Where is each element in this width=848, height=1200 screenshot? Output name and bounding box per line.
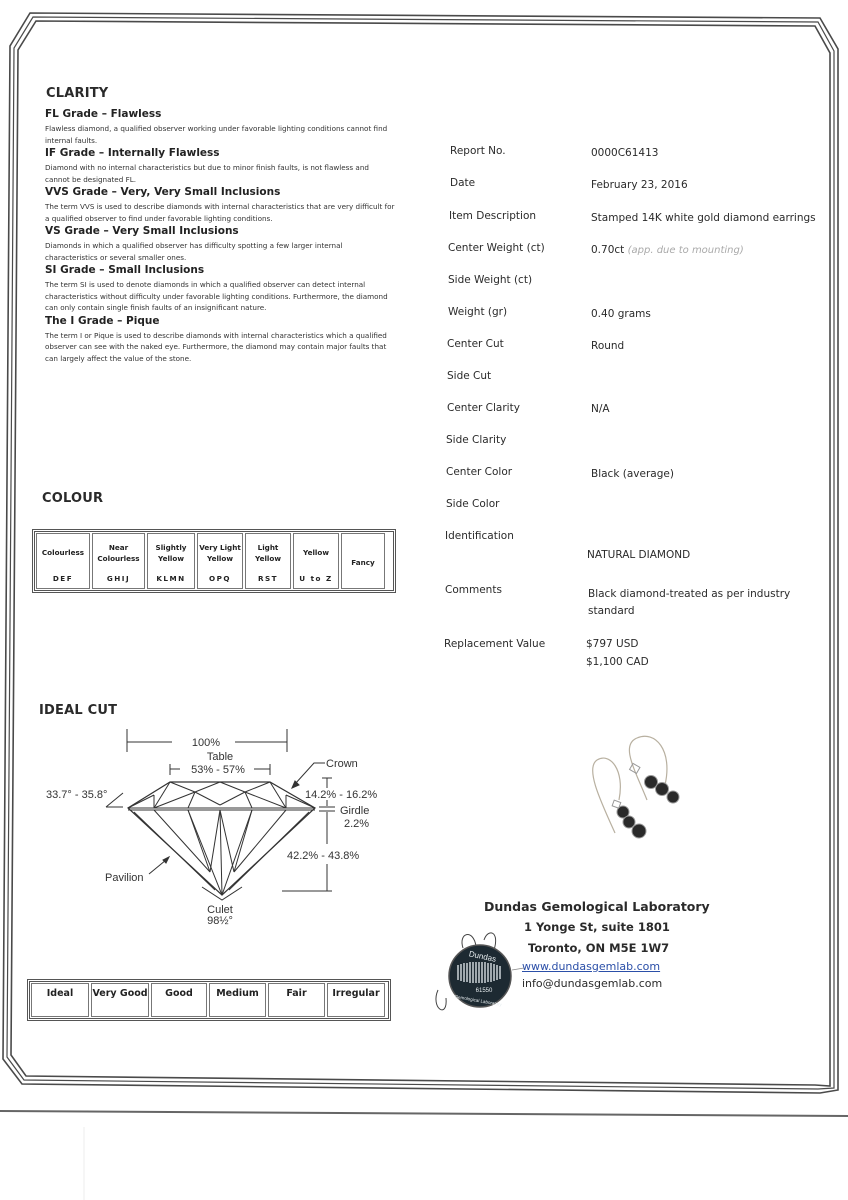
cut-grade-table <box>27 979 391 1021</box>
colour-name: Very Light Yellow <box>199 542 241 563</box>
lab-email: info@dundasgemlab.com <box>522 977 663 990</box>
colour-name: Light Yellow <box>255 542 281 563</box>
field-label-side-clarity: Side Clarity <box>446 434 507 446</box>
field-value-identification: NATURAL DIAMOND <box>587 549 691 561</box>
seal-number: 61550 <box>475 988 493 994</box>
field-value-replacement-cad: $1,100 CAD <box>586 656 649 668</box>
field-label-report-no: Report No. <box>450 145 506 157</box>
clarity-grade-vvs <box>45 186 395 224</box>
cut-grade-cell: Ideal <box>31 983 89 1017</box>
field-value-report-no: 0000C61413 <box>591 147 659 159</box>
colour-letters: U to Z <box>299 574 333 583</box>
colour-cell <box>341 533 385 589</box>
field-label-comments: Comments <box>445 584 502 596</box>
colour-letters: KLMN <box>156 574 186 583</box>
colour-cell <box>293 533 339 589</box>
grade-description: Diamonds in which a qualified observer has difficulty spotting a few larger internal characteristics or several smaller ones. <box>45 241 343 262</box>
cut-grade-cell: Medium <box>209 983 266 1017</box>
seal-bottom-text: Gemological Laboratory <box>454 993 503 1008</box>
field-label-side-color: Side Color <box>446 498 500 510</box>
grade-description: Flawless diamond, a qualified observer working under favorable lighting conditions cannot find internal faults. <box>45 124 388 145</box>
clarity-grade-vs <box>45 225 395 263</box>
cut-grade-cell: Irregular <box>327 983 385 1017</box>
grade-title: SI Grade – Small Inclusions <box>45 264 205 276</box>
colour-letters: GHIJ <box>106 574 131 583</box>
grade-title: FL Grade – Flawless <box>45 108 162 120</box>
grade-title: VS Grade – Very Small Inclusions <box>45 225 239 237</box>
colour-name: Yellow <box>303 548 329 557</box>
colour-name: Fancy <box>351 557 375 567</box>
field-value-replacement-usd: $797 USD <box>586 638 639 650</box>
earring-right <box>630 763 679 803</box>
field-value-date: February 23, 2016 <box>591 179 688 191</box>
crown-angle-label: 33.7° - 35.8° <box>46 789 108 801</box>
field-label-weight-gr: Weight (gr) <box>448 306 508 318</box>
colour-name: Colourless <box>41 548 85 557</box>
field-label-replacement-value: Replacement Value <box>444 638 546 650</box>
clarity-grade-fl <box>45 108 395 146</box>
grade-description: The term SI is used to denote diamonds in which a qualified observer can detect internal characteristics without difficulty under favorable lighting conditions. Furthermore, the diamond can only contain single finish faults of an insignificant nature. <box>45 280 388 312</box>
page-edge-line <box>0 1111 848 1116</box>
field-label-side-cut: Side Cut <box>447 370 492 382</box>
earrings-photo <box>565 730 715 845</box>
field-value-center-clarity: N/A <box>591 403 610 415</box>
table-label: Table <box>206 751 234 763</box>
pavilion-depth-label: 42.2% - 43.8% <box>287 850 360 862</box>
grade-description: The term VVS is used to describe diamonds with internal characteristics that are very difficult for a qualified observer to find under favorable lighting conditions. <box>45 202 395 223</box>
colour-scale-table <box>32 529 396 593</box>
colour-cell <box>147 533 195 589</box>
grade-title: The I Grade – Pique <box>45 314 160 327</box>
field-value-center-cut: Round <box>591 340 625 352</box>
field-value-comments: Black diamond-treated as per industry standard <box>588 588 791 617</box>
girdle-value-label: 2.2% <box>344 818 370 830</box>
grade-description: The term I or Pique is used to describe diamonds with internal characteristics which a qualified observer can see with the naked eye. Furthermore, the diamond may contain major faults that can largely affect the value of the stone. <box>45 330 387 363</box>
field-label-center-clarity: Center Clarity <box>447 402 520 414</box>
diamond-outline <box>128 782 315 895</box>
field-value-center-weight <box>591 244 744 256</box>
field-label-center-cut: Center Cut <box>447 338 504 350</box>
colour-cell <box>92 533 145 589</box>
field-value-item-description: Stamped 14K white gold diamond earrings <box>591 212 816 224</box>
barcode-icon <box>458 962 500 983</box>
clarity-grades-list <box>45 108 395 364</box>
ear-wire-left <box>593 758 621 833</box>
lab-address-line2: Toronto, ON M5E 1W7 <box>528 941 670 955</box>
clarity-title: CLARITY <box>46 86 109 101</box>
center-weight-note: (app. due to mounting) <box>627 245 744 256</box>
lab-website-link[interactable]: www.dundasgemlab.com <box>522 960 661 973</box>
lab-seal-logo <box>428 928 528 1024</box>
culet-label: Culet <box>207 904 233 916</box>
total-width-label: 100% <box>191 737 221 749</box>
clarity-grade-si <box>45 264 395 314</box>
field-label-center-color: Center Color <box>446 466 513 478</box>
field-value-center-color: Black (average) <box>591 468 674 480</box>
cut-grade-cell: Fair <box>268 983 325 1017</box>
cut-grade-cell: Good <box>151 983 207 1017</box>
cut-grade-cell: Very Good <box>91 983 149 1017</box>
grade-description: Diamond with no internal characteristics but due to minor finish faults, is not flawless and cannot be designated FL. <box>45 163 369 184</box>
crown-label: Crown <box>326 758 358 770</box>
field-label-item-description: Item Description <box>449 210 537 222</box>
colour-cell <box>245 533 291 589</box>
table-range-label: 53% - 57% <box>191 764 245 776</box>
field-label-center-weight: Center Weight (ct) <box>448 242 545 254</box>
colour-name: Near Colourless <box>97 542 140 563</box>
culet-angle-label: 98½° <box>207 915 233 927</box>
grade-title: IF Grade – Internally Flawless <box>45 147 220 159</box>
lab-name: Dundas Gemological Laboratory <box>484 899 710 914</box>
grade-title: VVS Grade – Very, Very Small Inclusions <box>45 186 281 198</box>
colour-name: Slightly Yellow <box>155 542 187 563</box>
colour-letters: OPQ <box>209 574 231 583</box>
field-label-identification: Identification <box>445 530 514 542</box>
colour-letters: DEF <box>52 574 74 583</box>
seal-top-text: Dundas <box>468 949 497 964</box>
field-value-weight-gr: 0.40 grams <box>591 308 651 320</box>
colour-cell <box>36 533 90 589</box>
pavilion-label: Pavilion <box>105 872 144 884</box>
ideal-cut-title: IDEAL CUT <box>39 703 118 718</box>
colour-title: COLOUR <box>42 491 104 506</box>
crown-height-label: 14.2% - 16.2% <box>305 789 378 801</box>
center-weight-value: 0.70ct <box>591 244 625 256</box>
field-label-side-weight: Side Weight (ct) <box>448 274 533 286</box>
field-label-date: Date <box>450 177 476 189</box>
colour-letters: RST <box>257 574 279 583</box>
clarity-grade-if <box>45 147 395 185</box>
girdle-label: Girdle <box>340 805 370 817</box>
ideal-cut-diagram <box>30 720 400 935</box>
lab-address-line1: 1 Yonge St, suite 1801 <box>524 920 670 934</box>
earring-left <box>612 800 646 838</box>
clarity-grade-i <box>45 315 395 365</box>
colour-cell <box>197 533 243 589</box>
